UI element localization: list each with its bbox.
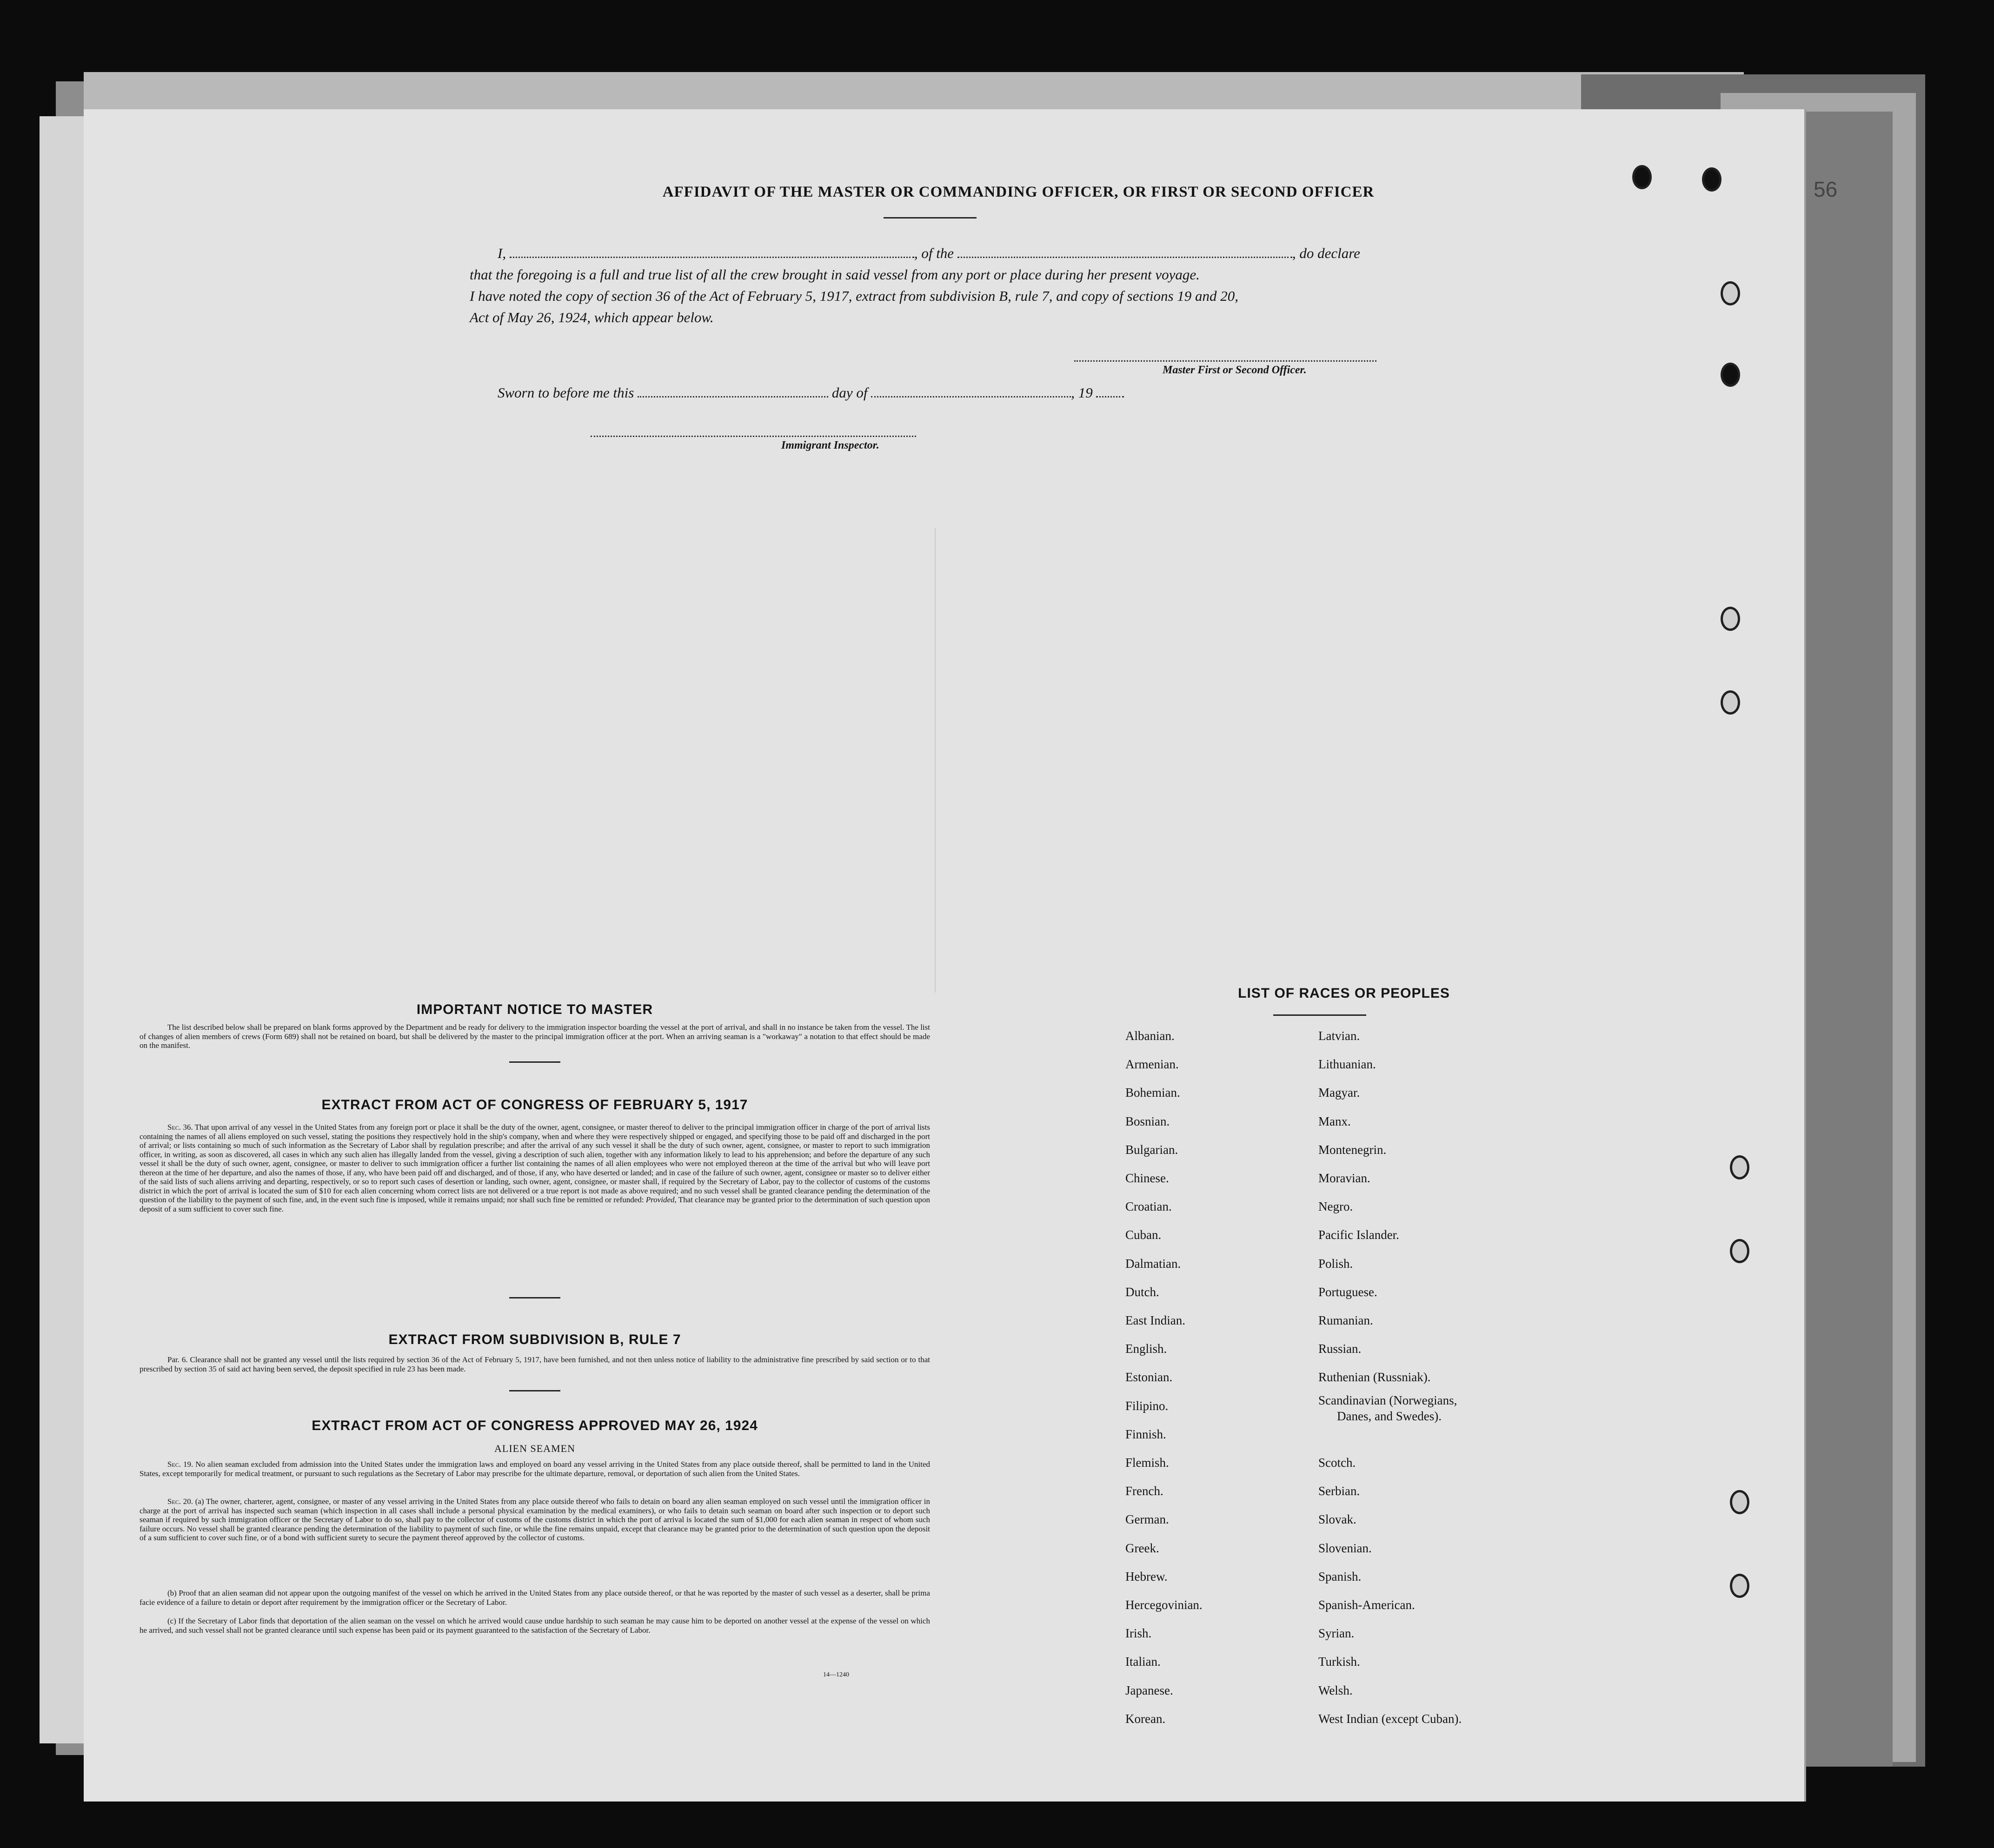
sworn-year-blank[interactable] — [1096, 384, 1124, 397]
master-signature-line[interactable] — [1074, 359, 1376, 362]
section-19-text — [140, 1460, 930, 1478]
section-19-label: Sec. 19. — [167, 1460, 193, 1469]
race-item: Bohemian. — [1125, 1086, 1180, 1100]
race-item: Spanish-American. — [1318, 1598, 1415, 1612]
race-item: Ruthenian (Russniak). — [1318, 1370, 1431, 1384]
race-item: Lithuanian. — [1318, 1057, 1376, 1072]
race-item: Estonian. — [1125, 1370, 1173, 1384]
extract-1917-title: EXTRACT FROM ACT OF CONGRESS OF FEBRUARY 5, 1917 — [321, 1097, 748, 1113]
race-item: Finnish. — [1125, 1427, 1166, 1441]
form-number: 14—1240 — [823, 1671, 849, 1678]
race-item: Korean. — [1125, 1711, 1166, 1726]
punch-hole — [1730, 1490, 1749, 1514]
race-item: Spanish. — [1318, 1569, 1362, 1583]
race-item: German. — [1125, 1512, 1169, 1527]
section-36-body: That upon arrival of any vessel in the United States from any foreign port or place it shall be the duty of the owner, agent, consignee, or master thereof to deliver to the principal immigration officer in charge of the port of arrival lists containing the names of all aliens employed on such vessel, stating the positions they respectively hold in the ship's company, when and where they were respectively shipped or engaged, and specifying those to be paid off and discharged in the port of arrival; or lists containing so much of such information as the Secretary of Labor shall by regulation prescribe; and after the arrival of any such vessel it shall be the duty of such owner, agent, consignee, or master to report to such immigration officer, in writing, as soon as discovered, all cases in which any such alien has illegally landed from the vessel, giving a description of such alien, together with any information likely to lead to his apprehension; and before the departure of any such vessel it shall be the duty of such owner, agent, consignee, or master to deliver to such immigration officer a further list containing the names of all alien employees who were not employed thereon at the time of the arrival but who will leave port thereon at the time of her departure, and also the names of those, if any, who have been paid off and discharged, and of those, if any, who have deserted or landed; and in case of the failure of such owner, agent, consignee or master so to deliver either of the said lists of such aliens arriving and departing, respectively, or so to report such cases of desertion or landing, such owner, agent, consignee, or master shall, if required by the Secretary of Labor, pay to the collector of customs of the customs district in which the port of arrival is located the sum of $10 for each alien concerning whom correct lists are not delivered or a true report is not made as above required; and no such vessel shall be granted clearance pending the determination of the question of the liability to the payment of such fine, and, in the event such fine is imposed, while it remains unpaid; nor shall such fine be remitted or refunded: — [140, 1123, 930, 1204]
race-item: Polish. — [1318, 1256, 1353, 1271]
sworn-day-blank[interactable] — [638, 384, 828, 397]
race-item: Serbian. — [1318, 1484, 1360, 1498]
affidavit-title: AFFIDAVIT OF THE MASTER OR COMMANDING OFFICER, OR FIRST OR SECOND OFFICER — [662, 184, 1375, 200]
sworn-text: Sworn to before me this — [498, 384, 634, 401]
race-item: Syrian. — [1318, 1626, 1355, 1641]
punch-hole — [1632, 165, 1652, 189]
race-item: Hercegovinian. — [1125, 1598, 1203, 1612]
race-item: East Indian. — [1125, 1313, 1185, 1327]
section-19-body: No alien seaman excluded from admission into the United States under the immigration laws and employed on board any vessel arriving in the United States from any place outside thereof, shall be permitted to land in the United States, except temporarily for medical treatment, or pursuant to such regulations as the Secretary of Labor may prescribe for the ultimate departure, removal, or deportation of such alien from the United States. — [140, 1460, 931, 1478]
race-item: Moravian. — [1318, 1171, 1370, 1185]
extract-1924-title: EXTRACT FROM ACT OF CONGRESS APPROVED MAY 26, 1924 — [312, 1418, 758, 1433]
proviso-text: That clearance may be granted prior to the determination of such question upon deposit of a sum sufficient to cover such fine. — [140, 1195, 930, 1213]
race-item: Scandinavian (Norwegians, — [1318, 1393, 1457, 1407]
section-20c-text: (c) If the Secretary of Labor finds that deportation of the alien seaman on the vessel on which he arrived would cause undue hardship to such seaman he may cause him to be deported on another vessel at the expense of the vessel on which he arrived, and such vessel shall not be granted clearance until such expense has been paid or its payment guaranteed to the satisfaction of the Secretary of Labor. — [140, 1616, 930, 1635]
race-item: Italian. — [1125, 1655, 1161, 1669]
race-item: Cuban. — [1125, 1228, 1162, 1242]
sworn-line — [498, 384, 1124, 401]
inspector-signature-line[interactable] — [591, 435, 916, 437]
race-item: Negro. — [1318, 1199, 1353, 1214]
section-36-label: Sec. 36. — [167, 1123, 193, 1132]
inspector-caption: Immigrant Inspector. — [781, 439, 879, 451]
affidavit-line-1 — [498, 245, 1360, 262]
race-item: Flemish. — [1125, 1456, 1169, 1470]
manifest-form-page — [84, 109, 1806, 1802]
race-item: Portuguese. — [1318, 1285, 1377, 1299]
race-item: Latvian. — [1318, 1029, 1360, 1043]
race-item: Chinese. — [1125, 1171, 1169, 1185]
race-item: Japanese. — [1125, 1683, 1173, 1697]
punch-hole — [1702, 167, 1721, 192]
punch-hole — [1730, 1574, 1749, 1598]
page-number: 56 — [1814, 177, 1838, 201]
race-item: Dutch. — [1125, 1285, 1159, 1299]
affidavit-line-2: that the foregoing is a full and true list of all the crew brought in said vessel from any port or place during her present voyage. — [470, 266, 1200, 283]
punch-hole — [1730, 1239, 1749, 1263]
extract-rule7-title: EXTRACT FROM SUBDIVISION B, RULE 7 — [388, 1332, 681, 1347]
race-item: Rumanian. — [1318, 1313, 1373, 1327]
race-item: Manx. — [1318, 1114, 1351, 1128]
race-item: Danes, and Swedes). — [1337, 1409, 1442, 1423]
section-20a-body: (a) The owner, charterer, agent, consignee, or master of any vessel arriving in the United States from any place outside thereof who fails to detain on board any alien seaman employed on such vessel until the immigration officer in charge at the port of arrival has inspected such seaman (which inspection in all cases shall include a personal physical examination by the medical examiners), or who fails to detain such seaman on board after such inspection or to deport such seaman if required by such immigration officer or the Secretary of Labor to do so, shall pay to the collector of customs of the customs district in which the port of arrival is located the sum of $1,000 for each alien seaman in respect of whom such failure occurs. No vessel shall be granted clearance pending the determination of the liability to payment of such fine, or while the fine remains unpaid, except that clearance may be granted prior to the determination of such question upon the deposit of a sum sufficient to cover such fine, or of a bond with sufficient surety to secure the payment thereof approved by the collector of customs. — [140, 1497, 930, 1542]
notice-title: IMPORTANT NOTICE TO MASTER — [416, 1002, 653, 1017]
affidavit-of-the: , of the — [914, 245, 954, 261]
divider — [509, 1390, 560, 1391]
sworn-year-prefix: , 19 — [1071, 384, 1093, 401]
punch-hole — [1721, 607, 1740, 631]
race-item: Pacific Islander. — [1318, 1228, 1399, 1242]
race-item: Croatian. — [1125, 1199, 1172, 1214]
divider — [1273, 1014, 1366, 1016]
section-20a-text — [140, 1497, 930, 1543]
punch-hole — [1721, 690, 1740, 715]
sworn-month-blank[interactable] — [871, 384, 1071, 397]
vessel-blank[interactable] — [957, 245, 1292, 258]
race-item: Bulgarian. — [1125, 1142, 1178, 1157]
race-item: Hebrew. — [1125, 1569, 1168, 1583]
race-item: Greek. — [1125, 1541, 1159, 1555]
race-item: English. — [1125, 1342, 1167, 1356]
race-item: Dalmatian. — [1125, 1256, 1181, 1271]
affidavit-line-3: I have noted the copy of section 36 of the Act of February 5, 1917, extract from subdivision B, rule 7, and copy of sections 19 and 20, — [470, 288, 1239, 304]
section-20b-text: (b) Proof that an alien seaman did not appear upon the outgoing manifest of the vessel on which he arrived in the United States from any place outside thereof, or that he was reported by the master of such vessel as a deserter, shall be prima facie evidence of a failure to detain or deport after requirement by the immigration officer or the Secretary of Labor. — [140, 1589, 930, 1607]
section-20-label: Sec. 20. — [167, 1497, 193, 1506]
race-item: Welsh. — [1318, 1683, 1353, 1697]
race-item: Turkish. — [1318, 1655, 1360, 1669]
extract-rule7-text: Par. 6. Clearance shall not be granted any vessel until the lists required by section 36 of the Act of February 5, 1917, have been furnished, and not then unless notice of liability to the administrative fine prescribed by said section or to that prescribed by section 35 of said act having been served, the deposit specified in rule 23 has been made. — [140, 1355, 930, 1373]
race-item: Albanian. — [1125, 1029, 1175, 1043]
page-fold — [935, 528, 936, 993]
race-item: Russian. — [1318, 1342, 1362, 1356]
race-item: Slovenian. — [1318, 1541, 1372, 1555]
proviso-label: Provided, — [645, 1195, 677, 1204]
race-item: Filipino. — [1125, 1398, 1169, 1413]
alien-seamen-subtitle: ALIEN SEAMEN — [494, 1443, 575, 1454]
race-item: Slovak. — [1318, 1512, 1356, 1527]
race-item: Scotch. — [1318, 1456, 1356, 1470]
punch-hole — [1721, 281, 1740, 305]
punch-hole — [1730, 1155, 1749, 1179]
race-item: Montenegrin. — [1318, 1142, 1387, 1157]
divider — [509, 1297, 560, 1298]
race-item: Irish. — [1125, 1626, 1152, 1641]
affidavit-i: I, — [498, 245, 506, 261]
divider — [509, 1061, 560, 1063]
extract-1917-text — [140, 1123, 930, 1213]
race-item: Armenian. — [1125, 1057, 1179, 1072]
race-item: French. — [1125, 1484, 1163, 1498]
affidavit-line-4: Act of May 26, 1924, which appear below. — [470, 309, 714, 325]
punch-hole — [1721, 363, 1740, 387]
master-caption: Master First or Second Officer. — [1163, 364, 1307, 376]
affidavit-do-declare: , do declare — [1292, 245, 1360, 261]
divider — [884, 217, 977, 219]
race-item: West Indian (except Cuban). — [1318, 1711, 1462, 1726]
name-blank[interactable] — [510, 245, 914, 258]
sworn-day-of: day of — [831, 384, 868, 401]
notice-text: The list described below shall be prepared on blank forms approved by the Department and be ready for delivery to the immigration inspector boarding the vessel at the port of arrival, and shall in no instance be taken from the vessel. The list of changes of alien members of crews (Form 689) shall not be retained on board, but shall be delivered by the master to the principal immigration officer at the port. When an arriving seaman is a "workaway" a notation to that effect should be made on the manifest. — [140, 1023, 930, 1050]
race-item: Magyar. — [1318, 1086, 1360, 1100]
races-title: LIST OF RACES OR PEOPLES — [1238, 986, 1450, 1001]
race-item: Bosnian. — [1125, 1114, 1170, 1128]
